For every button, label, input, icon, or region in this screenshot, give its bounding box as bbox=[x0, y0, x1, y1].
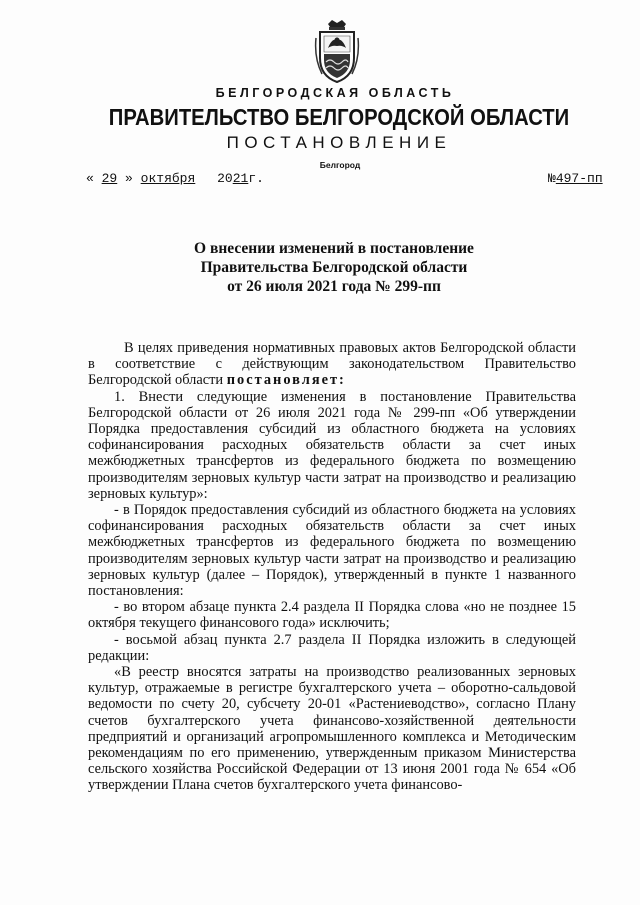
title-line-1: О внесении изменений в постановление bbox=[194, 240, 474, 257]
coat-of-arms-emblem bbox=[314, 18, 360, 84]
number-value: 497-пп bbox=[555, 171, 603, 186]
document-type: ПОСТАНОВЛЕНИЕ bbox=[226, 133, 452, 152]
title-line-2: Правительства Белгородской области bbox=[200, 259, 468, 276]
date-year-mark: г. bbox=[248, 171, 264, 186]
region-name: БЕЛГОРОДСКАЯ ОБЛАСТЬ bbox=[215, 86, 455, 100]
paragraph-5: «В реестр вносятся затраты на производство реализованных зерновых культур, отражаемые в регистре бухгалтерского учета – оборотно-сальдовой ведомости по счету 20, субсчету 20-01 «Растениеводство», согласно Плану счетов бухгалтерского учета финансово-хозяйственной деятельности предприятий и организаций агропромышленного комплекса и Методическим рекомендациям по его применению, утвержденным приказом Министерства сельского хозяйства Российской Федерации от 13 июня 2001 года № 654 «Об утверждении Плана счетов бухгалтерского учета финансово- bbox=[88, 664, 576, 794]
number-sign: № bbox=[548, 171, 556, 186]
paragraph-3: - во втором абзаце пункта 2.4 раздела II Порядка слова «но не позднее 15 октября текущего финансового года» исключить; bbox=[88, 599, 576, 632]
date-day: 29 bbox=[101, 171, 118, 186]
paragraph-2: - в Порядок предоставления субсидий из областного бюджета на условиях софинансирования расходных обязательств области за счет иных межбюджетных трансфертов из федерального бюджета по возмещению производителям зерновых культур части затрат на производство и реализацию зерновых культур (далее – Порядок), утвержденный в пункте 1 названного постановления: bbox=[88, 502, 576, 600]
date-year-prefix: 20 bbox=[217, 171, 233, 186]
paragraph-preamble bbox=[88, 340, 576, 389]
decree-body bbox=[88, 340, 576, 794]
date-year-suffix: 21 bbox=[232, 171, 249, 186]
preamble-text: В целях приведения нормативных правовых актов Белгородской области в соответствие с действующим законодательством Правительство Белгородской области bbox=[88, 340, 576, 389]
date-month: октября bbox=[140, 171, 196, 186]
city-name: Белгород bbox=[319, 160, 361, 170]
decree-title bbox=[0, 239, 640, 296]
decree-date bbox=[86, 171, 264, 186]
paragraph-1: 1. Внести следующие изменения в постановление Правительства Белгородской области от 26 июля 2021 года № 299-пп «Об утверждении Порядка предоставления субсидий из областного бюджета на условиях софинансирования расходных обязательств области за счет иных межбюджетных трансфертов из федерального бюджета по возмещению производителям зерновых культур части затрат на производство и реализацию зерновых культур»: bbox=[88, 388, 576, 502]
title-line-3: от 26 июля 2021 года № 299-пп bbox=[227, 278, 441, 295]
decree-number bbox=[548, 171, 603, 186]
preamble-emphasis: постановляет: bbox=[226, 372, 346, 389]
date-close-quote: » bbox=[125, 171, 133, 186]
date-open-quote: « bbox=[86, 171, 94, 186]
government-name: ПРАВИТЕЛЬСТВО БЕЛГОРОДСКОЙ ОБЛАСТИ bbox=[108, 104, 570, 130]
paragraph-4: - восьмой абзац пункта 2.7 раздела II Порядка изложить в следующей редакции: bbox=[88, 631, 576, 664]
